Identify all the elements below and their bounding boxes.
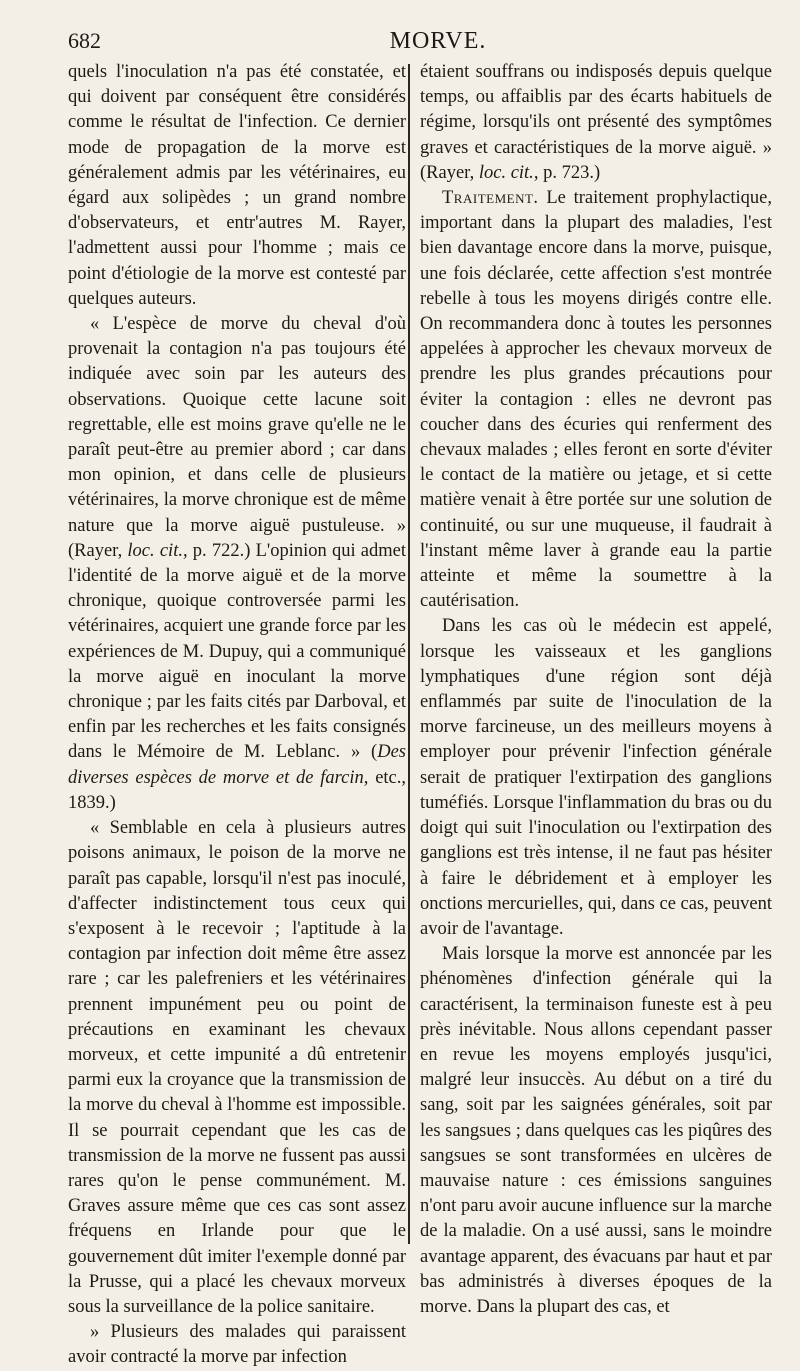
section-heading: Traitement. — [442, 188, 539, 209]
paragraph — [420, 186, 772, 614]
running-title: MORVE. — [389, 28, 487, 54]
cited-work-title: Des diverses espèces de morve et de farcin — [68, 742, 406, 788]
paragraph — [420, 60, 772, 186]
left-column — [68, 60, 406, 1371]
right-column — [420, 60, 772, 1320]
paragraph: Dans les cas où le médecin est appelé, lorsque les vaisseaux et les ganglions lymphatiques d'une région sont déjà enflammés par suite de l'inoculation de la morve farcineuse, un des meilleurs moyens à employer pour prévenir l'infection générale serait de pratiquer l'extirpation des ganglions tuméfiés. Lorsque l'inflammation du bras ou du doigt qui suit l'inoculation ou l'extirpation des ganglions est très intense, il ne faut pas hésiter à faire le débridement et à employer les onctions mercurielles, qui, dans ce cas, peuvent avoir de l'avantage. — [420, 616, 772, 939]
paragraph — [68, 312, 406, 816]
paragraph: quels l'inoculation n'a pas été constatée, et qui doivent par conséquent être considérés comme le résultat de l'infection. Ce dernier mode de propagation de la morve est généralement admis par les vétérinaires, eu égard aux solipèdes ; un grand nombre d'observateurs, et entr'autres M. Rayer, l'admettent aussi pour l'homme ; mais ce point d'étiologie de la morve est contesté par quelques auteurs. — [68, 62, 406, 309]
citation-loc-cit: loc. cit. — [127, 540, 183, 561]
paragraph: » Plusieurs des malades qui paraissent avoir contracté la morve par infection — [68, 1322, 406, 1368]
paragraph: Mais lorsque la morve est annoncée par les phénomènes d'infection générale qui la caractérisent, la terminaison funeste est à peu près inévitable. Nous allons cependant passer en revue les moyens employés jusqu'ici, malgré leur insuccès. Au début on a tiré du sang, soit par les saignées générales, soit par les sangsues ; dans quelques cas les piqûres des sangsues se sont transformées en ulcères de mauvaise nature : ces émissions sanguines n'ont paru avoir aucune influence sur la marche de la maladie. On a usé aussi, sans le moindre avantage apparent, des évacuans par haut et par bas administrés à diverses époques de la morve. Dans la plupart des cas, et — [420, 944, 772, 1317]
paragraph: « Semblable en cela à plusieurs autres poisons animaux, le poison de la morve ne paraît pas capable, lorsqu'il n'est pas inoculé, d'affecter indistinctement tous ceux qui s'exposent à le recevoir ; l'aptitude à la contagion par infection doit même être assez rare ; car les palefreniers et les vétérinaires prennent impunément peu ou point de précautions en examinant les chevaux morveux, et cette impunité a dû entretenir parmi eux la croyance que la transmission de la morve du cheval à l'homme est impossible. Il se pourrait cependant que les cas de transmission de la morve ne fussent pas aussi rares qu'on le pense communément. M. Graves assure même que ces cas sont assez fréquens en Irlande pour que le gouvernement dût imiter l'exemple donné par la Prusse, qui a placé les chevaux morveux sous la surveillance de la police sanitaire. — [68, 818, 406, 1317]
text-run: , etc., 1839.) — [68, 767, 407, 813]
text-run: , p. 722.) L'opinion qui admet l'identité de la morve aiguë et de la morve chronique, quoique controversée parmi les vétérinaires, acquiert une grande force par les expériences de M. Dupuy, qui a communiqué la morve aiguë en inoculant la morve chronique ; par les faits cités par Darboval, et enfin par les recherches et les faits consignés dans le Mémoire de M. Leblanc. » ( — [68, 540, 407, 763]
page-header — [68, 26, 740, 62]
column-divider — [408, 64, 410, 1244]
page-number: 682 — [68, 28, 101, 53]
text-run: étaient souffrans ou indisposés depuis quelque temps, ou affaiblis par des écarts habituels de régime, lorsqu'ils ont présenté des symptômes graves et caractéristiques de la morve aiguë. » (Rayer, — [420, 62, 772, 183]
citation-loc-cit: loc. cit. — [478, 162, 534, 183]
text-run: « L'espèce de morve du cheval d'où provenait la contagion n'a pas toujours été indiquée avec soin par les auteurs des observations. Quoique cette lacune soit regrettable, elle est moins grave qu'elle ne le paraît peut-être au premier abord ; car dans mon opinion, et dans celle de plusieurs vétérinaires, la morve chronique est de même nature que la morve aiguë pustuleuse. » (Rayer, — [68, 314, 406, 561]
text-run: , p. 723.) — [533, 162, 601, 183]
text-run: Le traitement prophylactique, important dans la plupart des maladies, l'est bien davantage encore dans la morve, puisque, une fois déclarée, cette affection s'est montrée rebelle à tous les moyens dirigés contre elle. On recommandera donc à toutes les personnes appelées à approcher les chevaux morveux de prendre les plus grandes précautions pour éviter la contagion : elles ne devront pas coucher dans des écuries qui renferment des chevaux malades ; elles feront en sorte d'éviter le contact de la matière ou jetage, et si cette matière venait à être portée sur une solution de continuité, ou sur une muqueuse, il faudrait à l'instant même laver à grande eau la partie atteinte et même la soumettre à la cautérisation. — [420, 188, 772, 612]
